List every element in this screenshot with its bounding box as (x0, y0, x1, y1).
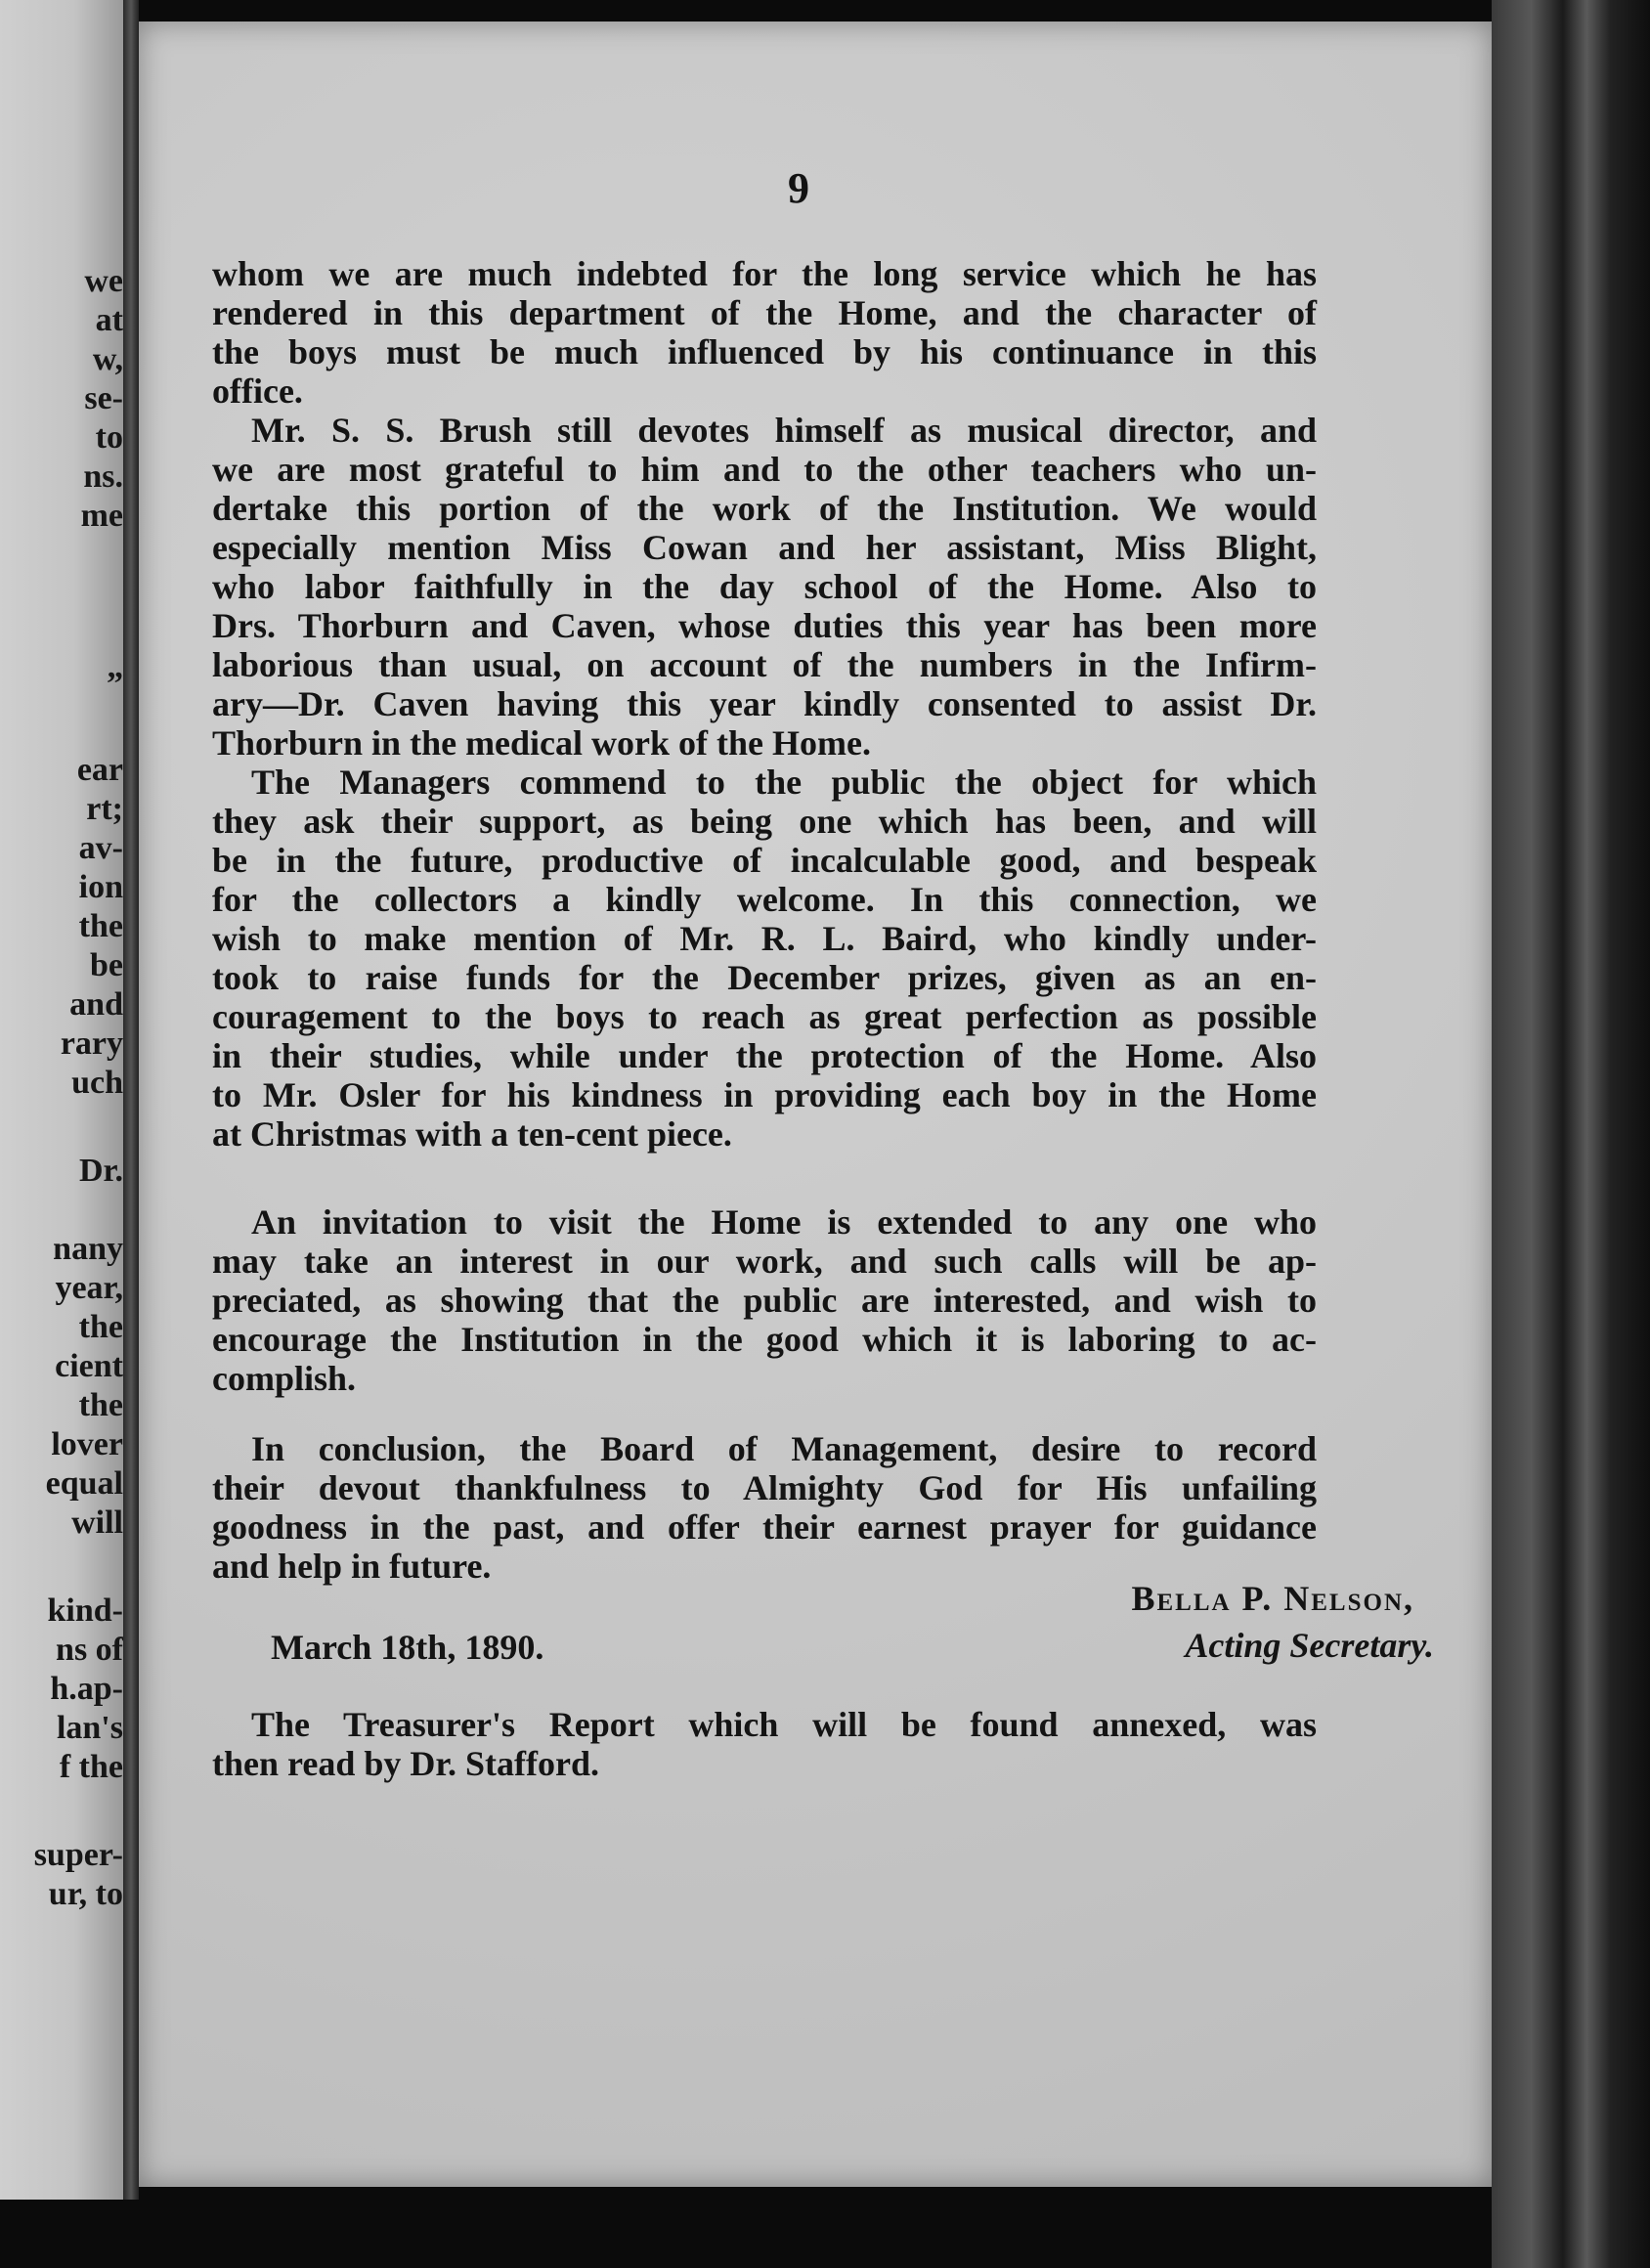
left-page-text-fragment: ns. (83, 458, 123, 495)
text-line: for the collectors a kindly welcome. In this connection, we (212, 880, 1317, 919)
left-page-text-fragment: the (78, 1387, 123, 1423)
text-line: In conclusion, the Board of Management, desire to record (251, 1429, 1317, 1468)
left-page-text-fragment: h.ap- (50, 1671, 123, 1707)
text-line: in their studies, while under the protection of the Home. Also (212, 1036, 1317, 1075)
text-line: Drs. Thorburn and Caven, whose duties this year has been more (212, 606, 1317, 645)
left-page-text-fragment: av- (78, 830, 123, 866)
book-edge (1492, 0, 1650, 2268)
text-line: goodness in the past, and offer their earnest prayer for guidance (212, 1507, 1317, 1547)
text-line: they ask their support, as being one which has been, and will (212, 802, 1317, 841)
text-line: Thorburn in the medical work of the Home. (212, 723, 871, 763)
text-line: who labor faithfully in the day school of the Home. Also to (212, 567, 1317, 606)
text-line: may take an interest in our work, and such calls will be ap- (212, 1242, 1317, 1281)
text-line: whom we are much indebted for the long service which he has (212, 254, 1317, 293)
text-line: ary—Dr. Caven having this year kindly consented to assist Dr. (212, 684, 1317, 723)
text-line: complish. (212, 1359, 357, 1398)
book-page (139, 22, 1492, 2187)
text-line: dertake this portion of the work of the Institution. We would (212, 489, 1317, 528)
left-page-text-fragment: me (80, 498, 123, 534)
text-line: to Mr. Osler for his kindness in providing each boy in the Home (212, 1075, 1317, 1114)
text-line: The Managers commend to the public the object for which (251, 763, 1317, 802)
text-line: the boys must be much influenced by his continuance in this (212, 332, 1317, 371)
report-date: March 18th, 1890. (271, 1628, 544, 1667)
left-page-text-fragment: se- (84, 380, 123, 416)
text-line: their devout thankfulness to Almighty God for His unfailing (212, 1468, 1317, 1507)
signature-name: Bella P. Nelson, (1131, 1579, 1414, 1618)
text-line: An invitation to visit the Home is extended to any one who (251, 1202, 1317, 1242)
left-page-text-fragment: rary (60, 1025, 123, 1062)
left-page-text-fragment: ns of (56, 1632, 123, 1668)
left-page-text-fragment: kind- (47, 1592, 123, 1629)
left-page-text-fragment: cient (55, 1348, 123, 1384)
left-page-text-fragment: lan's (56, 1710, 123, 1746)
text-line: wish to make mention of Mr. R. L. Baird, who kindly under- (212, 919, 1317, 958)
left-page-text-fragment: year, (55, 1270, 123, 1306)
text-line: The Treasurer's Report which will be found annexed, was (251, 1705, 1317, 1744)
left-page-text-fragment: to (95, 419, 123, 456)
left-page-text-fragment: at (95, 302, 123, 338)
book-gutter (123, 0, 139, 2200)
left-page-text-fragment: Dr. (78, 1153, 123, 1189)
text-line: we are most grateful to him and to the other teachers who un- (212, 450, 1317, 489)
left-page-text-fragment: lover (51, 1426, 123, 1462)
left-page-text-fragment: rt; (86, 791, 123, 827)
text-line: preciated, as showing that the public are interested, and wish to (212, 1281, 1317, 1320)
left-page-text-fragment: ion (78, 869, 123, 905)
left-page-text-fragment: will (71, 1505, 123, 1541)
left-page-text-fragment: ” (107, 666, 123, 702)
left-page-text-fragment: and (69, 986, 123, 1023)
text-line: and help in future. (212, 1547, 492, 1586)
left-page-text-fragment: the (78, 1309, 123, 1345)
text-line: be in the future, productive of incalculable good, and bespeak (212, 841, 1317, 880)
signature-title: Acting Secretary. (1185, 1626, 1434, 1665)
left-page-text-fragment: be (90, 947, 123, 983)
left-page-text-fragment: uch (71, 1065, 123, 1101)
left-page-text-fragment: we (84, 263, 123, 299)
text-line: couragement to the boys to reach as great perfection as possible (212, 997, 1317, 1036)
text-line: then read by Dr. Stafford. (212, 1744, 600, 1783)
text-line: took to raise funds for the December prizes, given as an en- (212, 958, 1317, 997)
left-page-text-fragment: nany (53, 1231, 123, 1267)
text-line: rendered in this department of the Home, and the character of (212, 293, 1317, 332)
text-line: at Christmas with a ten-cent piece. (212, 1114, 732, 1154)
left-page-text-fragment: ear (76, 752, 123, 788)
left-page-text-fragment: ur, to (48, 1876, 123, 1912)
text-line: laborious than usual, on account of the numbers in the Infirm- (212, 645, 1317, 684)
text-line: Mr. S. S. Brush still devotes himself as musical director, and (251, 411, 1317, 450)
text-line: office. (212, 371, 303, 411)
text-line: especially mention Miss Cowan and her assistant, Miss Blight, (212, 528, 1317, 567)
text-line: encourage the Institution in the good which it is laboring to ac- (212, 1320, 1317, 1359)
left-page-text-fragment: w, (92, 341, 123, 377)
left-page-text-fragment: f the (59, 1749, 123, 1785)
page-number: 9 (788, 164, 809, 212)
left-page-text-fragment: equal (45, 1465, 123, 1502)
left-facing-page (0, 0, 123, 2200)
left-page-text-fragment: the (78, 908, 123, 944)
left-page-text-fragment: super- (33, 1837, 123, 1873)
